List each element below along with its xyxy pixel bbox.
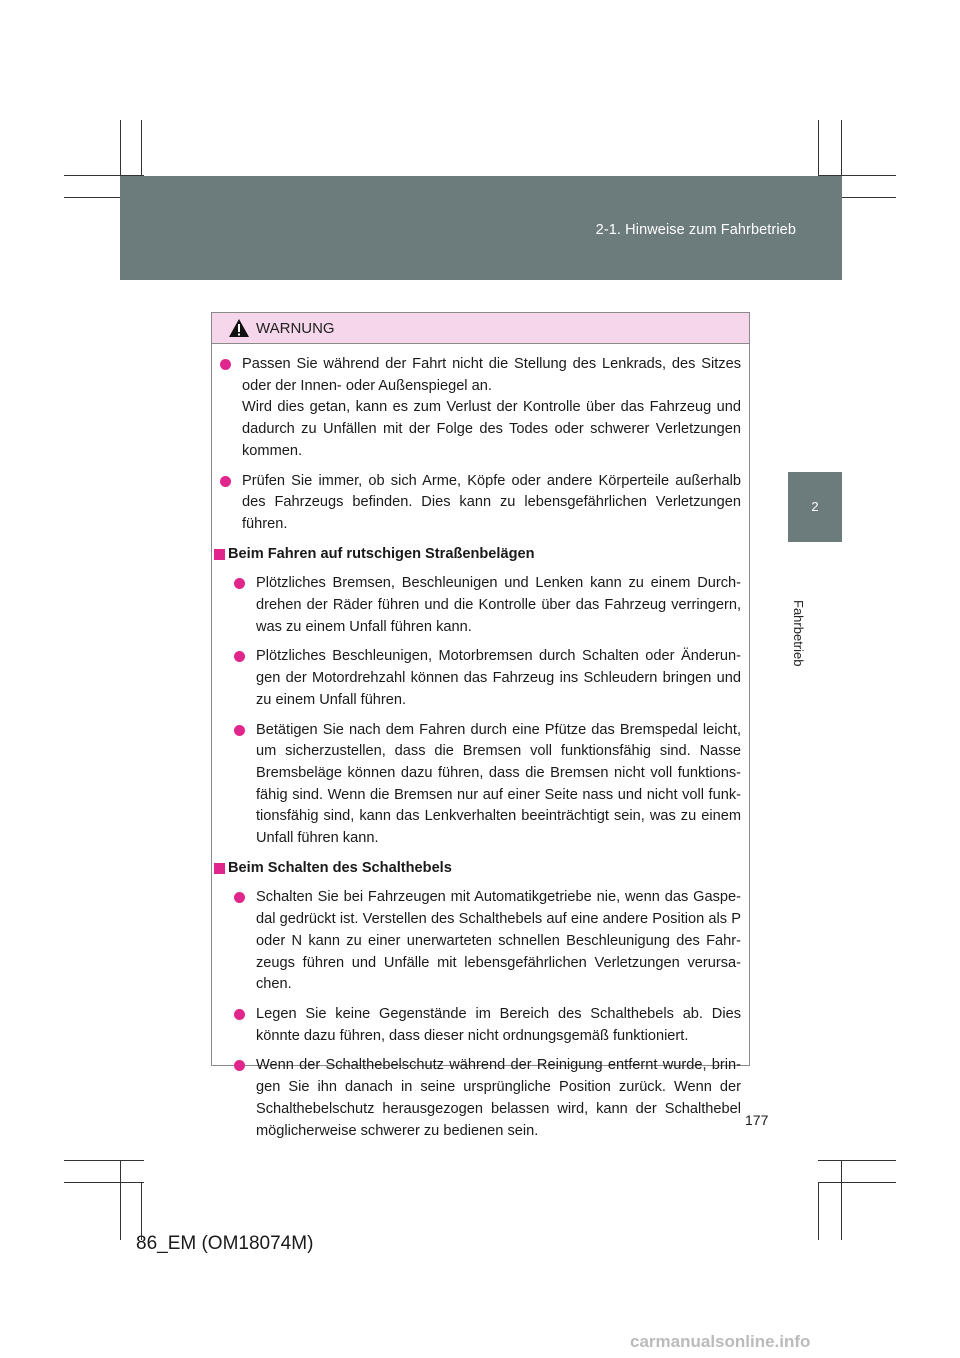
item-text: Plötzliches Beschleunigen, Motorbremsen durch Schalten oder Änderun-gen der Motordrehzahl können das Fahrzeug ins Schleudern bringen und zu einem Unfall führen. (256, 648, 741, 708)
warning-body (212, 344, 749, 1142)
page-number: 177 (745, 1112, 769, 1128)
bullet-icon (234, 725, 245, 736)
list-item (234, 887, 741, 996)
item-text: Legen Sie keine Gegenstände im Bereich des Schalthebels ab. Dies könnte dazu führen, dass dieser nicht ordnungsgemäß funktioniert. (256, 1005, 741, 1044)
section-heading-text: Beim Schalten des Schalthebels (228, 859, 452, 876)
chapter-label: Fahrbetrieb (791, 600, 806, 667)
crop-mark (64, 1160, 144, 1161)
warning-box (211, 312, 750, 1139)
item-text: Schalten Sie bei Fahrzeugen mit Automatikgetriebe nie, wenn das Gaspe-dal gedrückt ist. Verstellen des Schalthebels auf eine andere Position als P oder N kann zu einer unerwarteten schnellen Beschleunigung des Fahr-zeugs führen und Unfälle mit lebensgefährlichen Verletzungen verursa-chen. (256, 889, 741, 993)
square-bullet-icon (214, 863, 225, 874)
item-text: Wenn der Schalthebelschutz während der Reinigung entfernt wurde, brin-gen Sie ihn danach in seine ursprüngliche Position zurück. Wenn der Schalthebelschutz herausgezogen belassen wird, kann der Schalthebel möglicherweise schwerer zu bedienen sein. (256, 1057, 741, 1139)
crop-mark (818, 1182, 819, 1240)
watermark: carmanualsonline.info (630, 1332, 811, 1351)
crop-mark (818, 1160, 896, 1161)
crop-mark (141, 1182, 142, 1240)
bullet-icon (234, 1009, 245, 1020)
section-heading (212, 544, 741, 566)
section-items (220, 887, 741, 1142)
square-bullet-icon (214, 549, 225, 560)
warning-title: WARNUNG (256, 319, 335, 337)
list-item (234, 646, 741, 711)
document-code: 86_EM (OM18074M) (136, 1233, 314, 1254)
list-item (234, 1004, 741, 1047)
bullet-icon (220, 476, 231, 487)
section-title: 2-1. Hinweise zum Fahrbetrieb (595, 222, 796, 238)
bullet-icon (234, 578, 245, 589)
item-text: Passen Sie während der Fahrt nicht die Stellung des Lenkrads, des Sitzes oder der Innen- oder Außenspiegel an. Wird dies getan, kann es zum Verlust der Kontrolle über das Fahrzeug und dadurch zu Unfällen mit der Folge des Todes oder schwerer Verletzungen kommen. (242, 356, 741, 459)
chapter-number: 2 (811, 499, 819, 514)
bullet-icon (234, 892, 245, 903)
warning-icon (228, 318, 250, 338)
section-items (220, 573, 741, 849)
item-text: Betätigen Sie nach dem Fahren durch eine Pfütze das Bremspedal leicht, um sicherzustellen, dass die Bremsen voll funktionsfähig sind. Nasse Bremsbeläge können dazu führen, dass die Bremsen nicht voll funktions-fähig sind. Wenn die Bremsen nur auf einer Seite nass und nicht voll funk-tionsfähig sind, kann das Lenkverhalten beeinträchtigt sein, was zu einem Unfall führen kann. (256, 721, 741, 847)
list-item (234, 573, 741, 638)
crop-mark (818, 1182, 896, 1183)
crop-mark (64, 1182, 144, 1183)
warning-header (212, 313, 749, 344)
list-item (234, 1055, 741, 1142)
crop-mark (120, 1160, 121, 1240)
item-text: Prüfen Sie immer, ob sich Arme, Köpfe oder andere Körperteile außerhalb des Fahrzeugs befinden. Dies kann zu lebensgefährlichen Verletzungen führen. (242, 472, 741, 532)
crop-mark (841, 1160, 842, 1240)
list-item (220, 471, 741, 536)
section-heading (212, 858, 741, 880)
bullet-icon (220, 359, 231, 370)
chapter-tab (788, 472, 842, 542)
list-item (220, 354, 741, 463)
section-heading-text: Beim Fahren auf rutschigen Straßenbelägen (228, 545, 535, 562)
bullet-icon (234, 1060, 245, 1071)
item-text: Plötzliches Bremsen, Beschleunigen und Lenken kann zu einem Durch-drehen der Räder führen und die Kontrolle über das Fahrzeug verringern, was zu einem Unfall führen kann. (256, 575, 741, 635)
header-band (120, 176, 842, 280)
list-item (234, 720, 741, 850)
bullet-icon (234, 651, 245, 662)
